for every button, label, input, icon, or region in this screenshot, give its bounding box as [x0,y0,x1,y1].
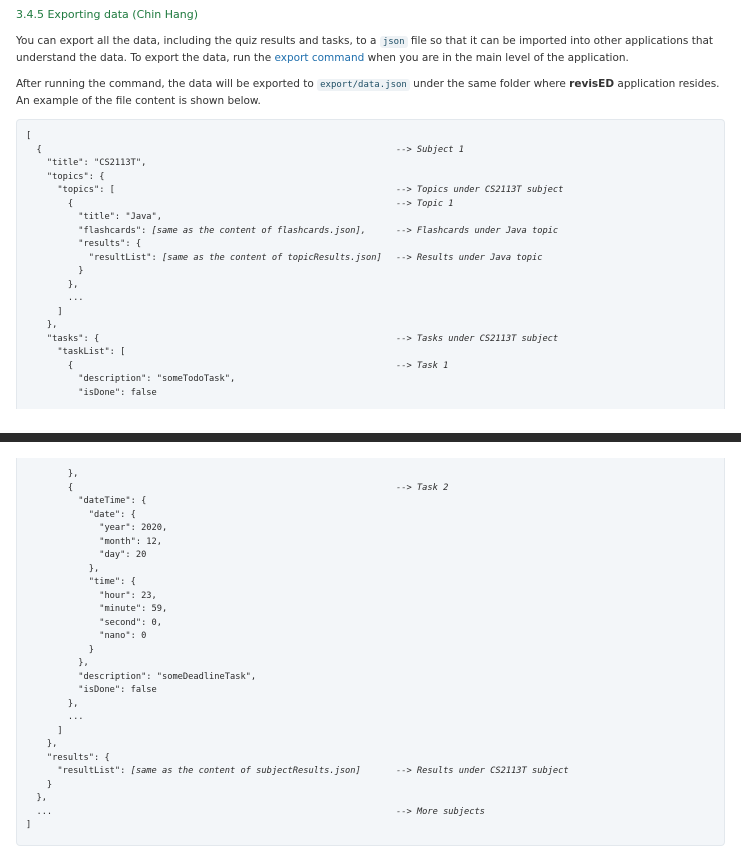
code-line [26,819,31,832]
code-text: { [26,144,42,155]
code-line [26,617,162,630]
code-text: "date": { [26,509,136,520]
code-line [26,752,110,765]
code-placeholder-text: [same as the content of flashcards.json], [151,225,366,236]
code-text: ... [26,806,53,817]
code-text: "resultList": [26,766,131,776]
code-line [26,644,94,657]
code-text: "isDone": false [26,387,157,398]
code-line [26,373,235,386]
section-heading: 3.4.5 Exporting data (Chin Hang) [16,8,198,21]
code-comment: --> Task 2 [396,482,449,493]
code-text: { [26,198,74,209]
code-line [26,292,84,305]
code-line [26,319,57,332]
code-text: "topics": [ [26,185,115,195]
code-text: "results": { [26,239,142,249]
code-text: } [26,644,94,655]
code-line [26,346,125,359]
code-line [26,792,47,805]
json-inline-code: json [380,36,408,48]
export-text-3: application resides. An example of the file content is shown below. [16,78,720,107]
code-line [26,563,99,576]
code-comment: --> More subjects [396,806,485,817]
export-path-paragraph [16,76,726,109]
code-line [26,225,366,238]
code-line [26,265,84,278]
code-line [26,333,99,346]
code-text: }, [26,698,79,709]
code-line [26,171,104,184]
code-text: "taskList": [ [26,347,126,357]
code-text: { [26,360,74,371]
code-text: "flashcards": [26,225,152,236]
code-comment: --> Subject 1 [396,144,464,155]
screenshot-divider [0,433,741,442]
code-text: } [26,779,53,790]
app-name: revisED [569,78,615,90]
code-line [26,603,167,616]
code-line [26,238,141,251]
code-comment: --> Flashcards under Java topic [396,225,559,236]
code-line [26,495,146,508]
code-text: }, [26,739,58,749]
code-line [26,184,115,197]
code-line [26,279,78,292]
code-line [26,130,31,143]
code-line [26,671,256,684]
code-line [26,157,146,170]
code-text: "minute": 59, [26,604,168,614]
code-comment: --> Topic 1 [396,198,454,209]
code-line [26,144,42,157]
code-line [26,549,146,562]
intro-text-1: You can export all the data, including the quiz results and tasks, to a [16,35,380,47]
export-text-2: under the same folder where [409,78,570,90]
code-line [26,522,167,535]
code-text: "title": "CS2113T", [26,158,147,168]
code-comment: --> Results under CS2113T subject [396,766,569,776]
code-line [26,306,63,319]
code-text: "time": { [26,577,136,587]
code-text: "hour": 23, [26,590,157,601]
code-line [26,198,73,211]
code-text: "results": { [26,752,110,763]
code-line [26,711,84,724]
export-text-1: After running the command, the data will be exported to [16,78,318,90]
code-text: "title": "Java", [26,212,162,222]
code-line [26,211,162,224]
code-text: "dateTime": { [26,496,147,506]
code-line [26,536,162,549]
code-text: [ [26,131,32,141]
code-comment: --> Results under Java topic [396,252,543,263]
code-text: }, [26,469,79,479]
code-text: }, [26,279,79,290]
code-line [26,684,157,697]
code-comment: --> Tasks under CS2113T subject [396,333,559,344]
code-line [26,725,63,738]
code-line [26,806,52,819]
code-text: ... [26,712,84,722]
code-text: } [26,266,84,276]
code-text: }, [26,658,89,668]
code-text: "description": "someDeadlineTask", [26,671,257,682]
intro-text-3: when you are in the main level of the application. [364,52,629,64]
code-text: "second": 0, [26,617,162,628]
code-line [26,252,382,265]
code-text: "isDone": false [26,685,157,695]
code-text: }, [26,563,100,574]
code-text: "topics": { [26,171,105,182]
code-text: ] [26,725,63,736]
code-text: { [26,482,74,493]
code-line [26,657,89,670]
code-text: "day": 20 [26,550,147,560]
export-command-link[interactable]: export command [274,52,365,64]
code-placeholder-text: [same as the content of topicResults.json] [162,252,382,263]
code-line [26,576,136,589]
intro-paragraph [16,33,726,66]
code-line [26,779,52,792]
code-text: ... [26,293,84,303]
code-placeholder-text: [same as the content of subjectResults.json] [130,766,361,776]
code-line [26,698,78,711]
code-line [26,590,157,603]
code-comment: --> Topics under CS2113T subject [396,185,564,195]
code-text: "resultList": [26,252,162,263]
code-comment: --> Task 1 [396,360,449,371]
code-line [26,630,146,643]
code-line [26,387,157,400]
code-line [26,360,73,373]
code-line [26,509,136,522]
intro-text-2: file so that it can be imported into other applications that understand the data. To export the data, run the [16,35,714,64]
code-block-top [16,119,725,409]
code-text: ] [26,820,32,830]
code-text: ] [26,306,63,317]
code-text: "month": 12, [26,536,162,547]
code-block-bottom [16,458,725,846]
code-text: }, [26,793,47,803]
code-text: "nano": 0 [26,631,147,641]
code-text: "tasks": { [26,333,100,344]
code-line [26,482,73,495]
export-path-inline-code: export/data.json [317,79,410,91]
code-line [26,468,78,481]
code-text: "year": 2020, [26,523,168,533]
code-text: "description": "someTodoTask", [26,374,236,384]
code-line [26,765,361,778]
code-line [26,738,57,751]
code-text: }, [26,320,58,330]
